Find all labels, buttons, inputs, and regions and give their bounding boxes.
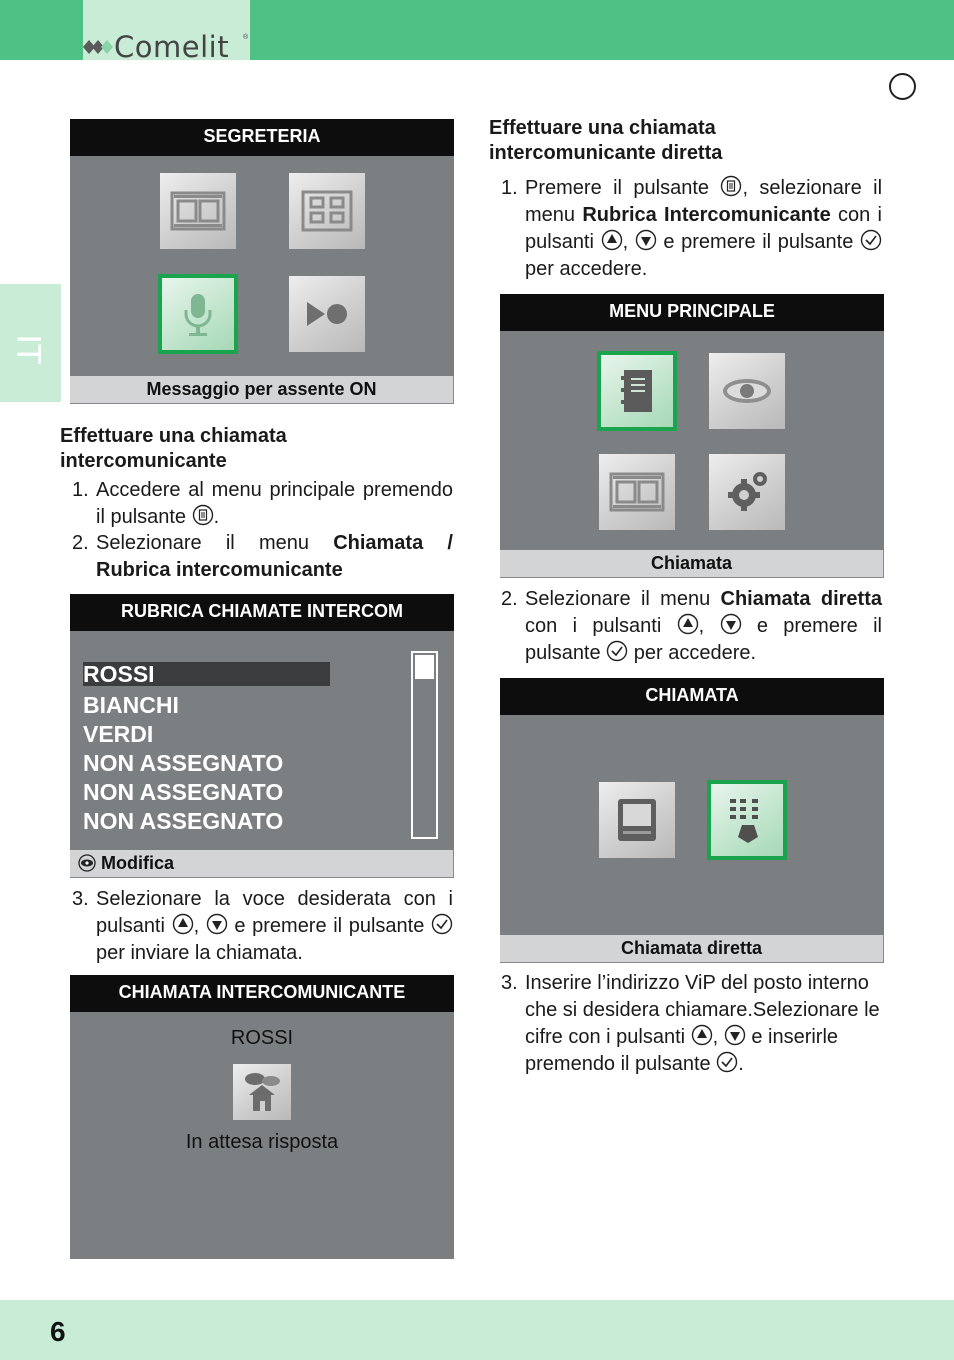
video-memory-tile[interactable] — [599, 454, 675, 530]
gear-icon — [722, 467, 772, 517]
list-item[interactable]: VERDI — [83, 721, 154, 747]
video-memory-tile[interactable] — [160, 173, 236, 249]
list-item[interactable]: NON ASSEGNATO — [83, 750, 284, 776]
keypad-call-icon — [724, 795, 770, 845]
brand-name: Comelit — [114, 30, 230, 64]
step-1: 1. Premere il pulsante , selezionare il menu Rubrica Intercomunicante con i pulsanti , e premere il pulsante per accedere. — [501, 177, 883, 280]
scroll-thumb[interactable] — [415, 655, 434, 679]
brand-logo — [83, 0, 250, 64]
up-button-icon — [172, 913, 194, 935]
segreteria-screen — [70, 119, 454, 404]
microphone-icon — [178, 288, 218, 340]
confirm-button-icon — [606, 640, 628, 662]
up-button-icon — [601, 229, 623, 251]
play-record-icon — [299, 294, 355, 334]
list-item[interactable]: NON ASSEGNATO — [83, 808, 284, 834]
eye-icon — [719, 371, 775, 411]
down-button-icon — [724, 1024, 746, 1046]
confirm-button-icon — [716, 1051, 738, 1073]
screen-status: Chiamata diretta — [500, 935, 884, 963]
main-menu-screen — [500, 294, 884, 578]
list-item[interactable]: BIANCHI — [83, 692, 179, 718]
down-button-icon — [206, 913, 228, 935]
film-icon — [609, 470, 665, 514]
menu-button-icon — [192, 504, 214, 526]
step-2: 2. Selezionare il menu Chiamata / Rubrica intercomunicante — [72, 532, 453, 581]
step-2: 2. Selezionare il menu Chiamata diretta con i pulsanti , e premere il pulsante per accedere. — [501, 588, 882, 664]
up-button-icon — [677, 613, 699, 635]
page-number: 6 — [50, 1316, 66, 1347]
circle-marker-icon — [889, 73, 916, 100]
screen-title: MENU PRINCIPALE — [500, 294, 884, 331]
house-speech-icon — [239, 1069, 285, 1115]
callee-name: ROSSI — [230, 1027, 294, 1049]
screen-status: Chiamata — [500, 550, 884, 578]
language-tab: IT — [0, 284, 61, 402]
settings-tile[interactable] — [709, 454, 785, 530]
screen-title: CHIAMATA INTERCOMUNICANTE — [70, 975, 454, 1012]
step-3: 3. Inserire l’indirizzo ViP del posto interno che si desidera chiamare.Selezionare le cifre con i pulsanti , e inserirle premendo il pulsante . — [501, 972, 880, 1075]
monitor-icon — [612, 795, 662, 845]
confirm-button-icon — [431, 913, 453, 935]
header-bar — [0, 0, 954, 64]
page-footer — [0, 1300, 954, 1360]
phonebook-tile[interactable] — [597, 351, 677, 431]
down-button-icon — [635, 229, 657, 251]
confirm-button-icon — [860, 229, 882, 251]
record-tile[interactable] — [289, 276, 365, 352]
grid-icon — [299, 189, 355, 233]
comelit-mark-icon — [83, 36, 117, 58]
section-heading: Effettuare una chiamata intercomunicante — [60, 425, 287, 472]
brand-registered-mark: ® — [243, 34, 249, 41]
phonebook-call-tile[interactable] — [599, 782, 675, 858]
screen-status: Messaggio per assente ON — [70, 376, 454, 404]
menu-button-icon — [720, 175, 742, 197]
direct-call-tile[interactable] — [707, 780, 787, 860]
film-icon — [170, 189, 226, 233]
view-tile[interactable] — [709, 353, 785, 429]
intercom-icon-tile — [233, 1064, 291, 1120]
up-button-icon — [691, 1024, 713, 1046]
intercom-call-screen — [70, 975, 454, 1259]
list-item[interactable]: ROSSI — [83, 662, 330, 686]
section-heading: Effettuare una chiamata intercomunicante diretta — [489, 117, 723, 164]
scrollbar[interactable] — [411, 651, 438, 839]
eye-button-icon — [78, 854, 96, 872]
screen-title: SEGRETERIA — [70, 119, 454, 156]
step-1: 1. Accedere al menu principale premendo il pulsante . — [72, 479, 453, 528]
screen-title: CHIAMATA — [500, 678, 884, 715]
call-menu-screen — [500, 678, 884, 963]
screen-status: Modifica — [70, 850, 454, 878]
phonebook-list — [83, 662, 330, 836]
screen-title: RUBRICA CHIAMATE INTERCOM — [70, 594, 454, 631]
call-status: In attesa risposta — [185, 1131, 339, 1153]
address-book-icon — [617, 366, 657, 416]
microphone-tile[interactable] — [158, 274, 238, 354]
step-3: 3. Selezionare la voce desiderata con i pulsanti , e premere il pulsante per inviare la chiamata. — [72, 888, 453, 964]
rubrica-screen — [70, 594, 454, 878]
list-item[interactable]: NON ASSEGNATO — [83, 779, 284, 805]
grid-view-tile[interactable] — [289, 173, 365, 249]
down-button-icon — [720, 613, 742, 635]
